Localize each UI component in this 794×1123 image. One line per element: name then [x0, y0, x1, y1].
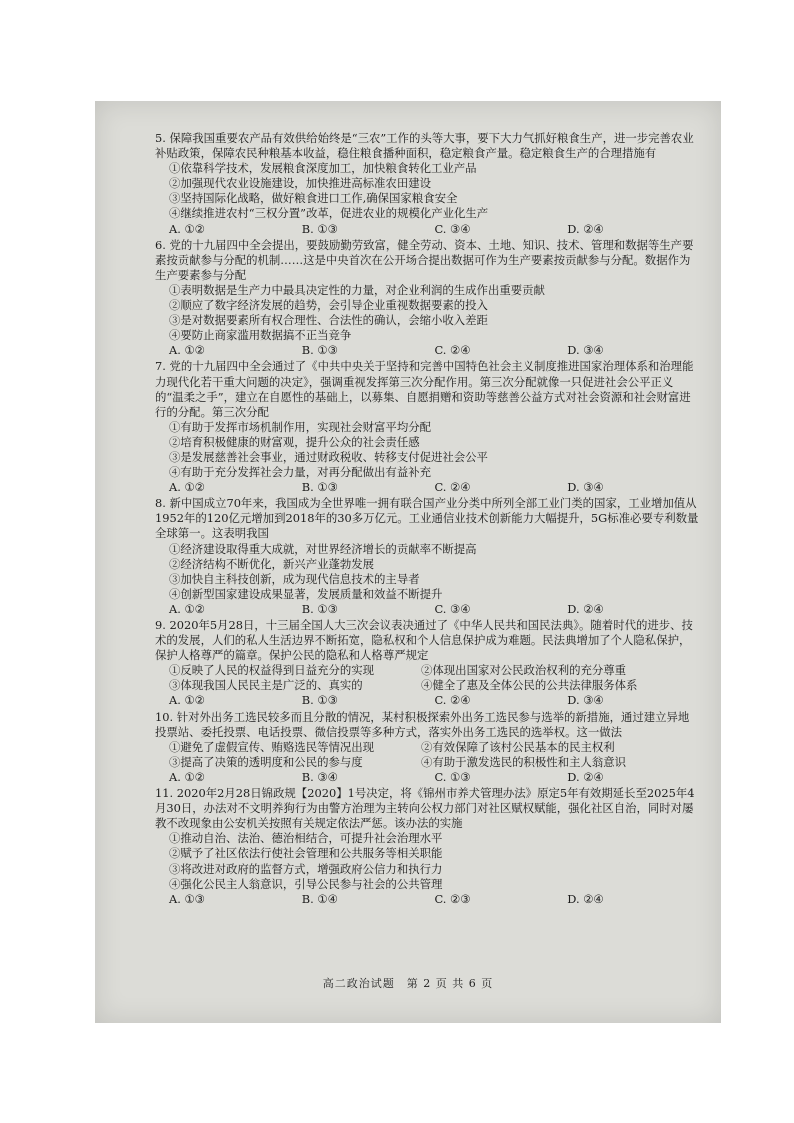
- statement-option: ③将改进对政府的监督方式，增强政府公信力和执行力: [169, 861, 443, 876]
- answer-choice: D. ③④: [567, 343, 604, 358]
- answer-choice: A. ①③: [169, 891, 205, 906]
- answer-choice: C. ②④: [434, 480, 471, 495]
- statement-option: ④有助于激发选民的积极性和主人翁意识: [421, 754, 627, 769]
- question-stem: 11. 2020年2月28日锦政规【2020】1号决定，将《锦州市养犬管理办法》原定5年有效期延长至2025年4月30日，办法对不文明养狗行为由警方治理为主转向公权力部门对社区赋权赋能，强化社区自治，同时对屡教不改现象由公安机关按照有关规定依法严惩。该办法的实施: [155, 786, 695, 831]
- statement-option: ③是对数据要素所有权合理性、合法性的确认，会缩小收入差距: [169, 313, 488, 328]
- question-stem: 6. 党的十九届四中全会提出，要鼓励勤劳致富，健全劳动、资本、土地、知识、技术、管理和数据等生产要素按贡献参与分配的机制……这是中央首次在公开场合提出数据可作为生产要素按贡献参与分配。数据作为生产要素参与分配: [155, 237, 694, 282]
- question-stem: 8. 新中国成立70年来，我国成为全世界唯一拥有联合国产业分类中所列全部工业门类的国家，工业增加值从1952年的120亿元增加到2018年的30多万亿元。工业通信业技术创新能力大幅提升，5G标准必要专利数量全球第一。这表明我国: [155, 496, 699, 541]
- statement-option: ④强化公民主人翁意识，引导公民参与社会的公共管理: [169, 876, 443, 891]
- answer-choice: B. ①③: [301, 693, 338, 708]
- answer-choices: [155, 343, 700, 358]
- statement-option: ①有助于发挥市场机制作用，实现社会财富平均分配: [169, 419, 431, 434]
- answer-choice: D. ③④: [567, 693, 604, 708]
- answer-choice: B. ①③: [301, 343, 338, 358]
- question-7: [155, 359, 700, 495]
- statement-option-row: [155, 740, 700, 755]
- answer-choice: A. ①②: [169, 601, 205, 616]
- question-11: [155, 786, 700, 907]
- statement-option: ④要防止商家滥用数据搞不正当竞争: [169, 328, 352, 343]
- question-10: [155, 710, 700, 785]
- statement-option: ④有助于充分发挥社会力量，对再分配做出有益补充: [169, 465, 431, 480]
- statement-option: ④健全了惠及全体公民的公共法律服务体系: [421, 678, 638, 693]
- question-9: [155, 618, 700, 709]
- statement-option: ②体现出国家对公民政治权利的充分尊重: [421, 663, 627, 678]
- answer-choice: D. ③④: [567, 480, 604, 495]
- statement-option: ①反映了人民的权益得到日益充分的实现: [169, 663, 375, 678]
- statement-option: ③是发展慈善社会事业，通过财政税收、转移支付促进社会公平: [169, 449, 488, 464]
- statement-option: ②加强现代农业设施建设，加快推进高标准农田建设: [169, 176, 431, 191]
- statement-option-row: [155, 678, 700, 693]
- answer-choice: C. ③④: [434, 601, 471, 616]
- answer-choice: C. ②④: [434, 693, 471, 708]
- answer-choices: [155, 222, 700, 237]
- statement-option: ②经济结构不断优化，新兴产业蓬勃发展: [169, 556, 375, 571]
- answer-choices: [155, 693, 700, 708]
- statement-option: ①经济建设取得重大成就，对世界经济增长的贡献率不断提高: [169, 541, 477, 556]
- answer-choices: [155, 770, 700, 785]
- statement-option: ①推动自治、法治、德治相结合，可提升社会治理水平: [169, 831, 443, 846]
- answer-choice: A. ①②: [169, 480, 205, 495]
- question-5: [155, 131, 700, 237]
- answer-choice: A. ①②: [169, 343, 205, 358]
- statement-option: ①表明数据是生产力中最具决定性的力量，对企业利润的生成作出重要贡献: [169, 282, 545, 297]
- question-list: [155, 131, 700, 908]
- question-stem: 5. 保障我国重要农产品有效供给始终是“三农”工作的头等大事，要下大力气抓好粮食生产，进一步完善农业补贴政策，保障农民种粮基本收益，稳住粮食播种面积，稳定粮食产量。稳定粮食生产的合理措施有: [155, 131, 694, 161]
- statement-option: ④创新型国家建设成果显著，发展质量和效益不断提升: [169, 586, 443, 601]
- answer-choice: D. ②④: [567, 221, 604, 236]
- statement-option: ④继续推进农村“三权分置”改革，促进农业的规模化产业化生产: [169, 206, 489, 221]
- statement-option: ②有效保障了该村公民基本的民主权利: [421, 739, 615, 754]
- answer-choices: [155, 892, 700, 907]
- answer-choice: C. ②④: [434, 343, 471, 358]
- statement-option: ③加快自主科技创新，成为现代信息技术的主导者: [169, 571, 420, 586]
- question-stem: 7. 党的十九届四中全会通过了《中共中央关于坚持和完善中国特色社会主义制度推进国家治理体系和治理能力现代化若干重大问题的决定》，强调重视发挥第三次分配作用。第三次分配就像一只促进社会公平正义的“温柔之手”，建立在自愿性的基础上，以募集、自愿捐赠和资助等慈善公益方式对社会资源和社会财富进行的分配。第三次分配: [155, 359, 694, 419]
- answer-choice: D. ②④: [567, 769, 604, 784]
- answer-choice: D. ②④: [567, 891, 604, 906]
- answer-choice: C. ①③: [434, 769, 471, 784]
- statement-option-row: [155, 663, 700, 678]
- answer-choice: B. ③④: [301, 769, 338, 784]
- statement-option: ②顺应了数字经济发展的趋势，会引导企业重视数据要素的投入: [169, 298, 488, 313]
- question-stem: 9. 2020年5月28日，十三届全国人大三次会议表决通过了《中华人民共和国民法典》。随着时代的进步、技术的发展，人们的私人生活边界不断拓宽，隐私权和个人信息保护成为难题。民法典增加了个人隐私保护，保护人格尊严的篇章。保护公民的隐私和人格尊严规定: [155, 618, 693, 663]
- answer-choice: B. ①④: [301, 891, 338, 906]
- statement-option: ①依靠科学技术，发展粮食深度加工，加快粮食转化工业产品: [169, 161, 477, 176]
- answer-choice: B. ①③: [301, 601, 338, 616]
- answer-choices: [155, 480, 700, 495]
- answer-choice: C. ②③: [434, 891, 471, 906]
- answer-choice: A. ①②: [169, 221, 205, 236]
- answer-choice: B. ①③: [301, 480, 338, 495]
- statement-option-row: [155, 755, 700, 770]
- question-8: [155, 496, 700, 617]
- statement-option: ②赋予了社区依法行使社会管理和公共服务等相关职能: [169, 846, 443, 861]
- statement-option: ③提高了决策的透明度和公民的参与度: [169, 754, 363, 769]
- answer-choice: A. ①②: [169, 769, 205, 784]
- exam-page: [95, 101, 721, 1023]
- question-6: [155, 238, 700, 359]
- statement-option: ③体现我国人民民主是广泛的、真实的: [169, 678, 363, 693]
- statement-option: ③坚持国际化战略，做好粮食进口工作,确保国家粮食安全: [169, 191, 458, 206]
- answer-choice: D. ②④: [567, 601, 604, 616]
- question-stem: 10. 针对外出务工选民较多而且分散的情况，某村积极探索外出务工选民参与选举的新措施，通过建立异地投票站、委托投票、电话投票、微信投票等多种方式，落实外出务工选民的选举权。这一做法: [155, 709, 690, 739]
- answer-choice: C. ③④: [434, 221, 471, 236]
- page-footer: 高二政治试题 第 2 页 共 6 页: [322, 977, 494, 990]
- answer-choice: B. ①③: [301, 221, 338, 236]
- statement-option: ②培育积极健康的财富观，提升公众的社会责任感: [169, 434, 420, 449]
- statement-option: ①避免了虚假宣传、贿赂选民等情况出现: [169, 739, 375, 754]
- answer-choice: A. ①②: [169, 693, 205, 708]
- answer-choices: [155, 602, 700, 617]
